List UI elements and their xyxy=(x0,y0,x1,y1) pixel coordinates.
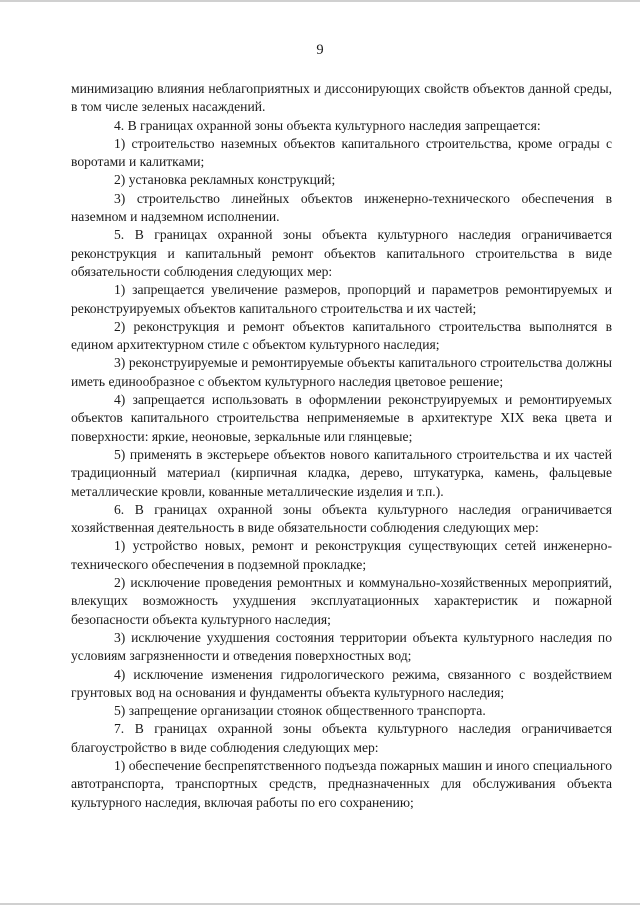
section-5-item-2: 2) реконструкция и ремонт объектов капитального строительства выполнятся в едином архитектурном стиле с объектом культурного наследия; xyxy=(71,318,612,353)
section-6-item-2: 2) исключение проведения ремонтных и коммунально-хозяйственных мероприятий, влекущих возможность ухудшения эксплуатационных характеристик и пожарной безопасности объекта культурного наследия; xyxy=(71,575,612,627)
section-5-item-3: 3) реконструируемые и ремонтируемые объекты капитального строительства должны иметь единообразное с объектом культурного наследия цветовое решение; xyxy=(71,355,612,389)
page-number: 9 xyxy=(316,42,324,58)
section-6-item-4: 4) исключение изменения гидрологического режима, связанного с воздействием грунтовых вод на основания и фундаменты объекта культурного наследия; xyxy=(71,666,612,700)
section-7-item-1: 1) обеспечение беспрепятственного подъезда пожарных машин и иного специального автотранспорта, транспортных средств, предназначенных для обслуживания объекта культурного наследия, включая работы по его сохранению; xyxy=(71,757,612,810)
paragraph-continuation: минимизацию влияния неблагоприятных и диссонирующих свойств объектов данной среды, в том числе зеленых насаждений. xyxy=(71,81,612,115)
section-5-item-1: 1) запрещается увеличение размеров, пропорций и параметров ремонтируемых и реконструируемых объектов капитального строительства и их частей; xyxy=(71,282,612,316)
section-6-item-1: 1) устройство новых, ремонт и реконструкция существующих сетей инженерно-технического обеспечения в подземной прокладке; xyxy=(71,538,612,572)
section-6-heading: 6. В границах охранной зоны объекта культурного наследия ограничивается хозяйственная деятельность в виде обязательности соблюдения следующих мер: xyxy=(71,501,612,536)
section-6-item-3: 3) исключение ухудшения состояния территории объекта культурного наследия по условиям загрязненности и отведения поверхностных вод; xyxy=(71,629,612,664)
section-4-item-2: 2) установка рекламных конструкций; xyxy=(114,172,336,188)
document-body xyxy=(71,80,612,812)
section-4-item-3: 3) строительство линейных объектов инженерно-технического обеспечения в наземном и надземном исполнении. xyxy=(71,190,612,225)
section-7-heading: 7. В границах охранной зоны объекта культурного наследия ограничивается благоустройство в виде соблюдения следующих мер: xyxy=(71,721,612,755)
section-4-item-1: 1) строительство наземных объектов капитального строительства, кроме ограды с воротами и калитками; xyxy=(71,135,612,170)
section-5-heading: 5. В границах охранной зоны объекта культурного наследия ограничивается реконструкция и капитальный ремонт объектов капитального строительства в виде обязательности соблюдения следующих мер: xyxy=(71,227,612,279)
section-6-item-5: 5) запрещение организации стоянок общественного транспорта. xyxy=(114,703,486,719)
section-4-heading: 4. В границах охранной зоны объекта культурного наследия запрещается: xyxy=(114,117,541,133)
section-5-item-4: 4) запрещается использовать в оформлении реконструируемых и ремонтируемых объектов капитального строительства неприменяемые в архитектуре XIX века цвета и поверхности: яркие, неоновые, зеркальные или глянцевые; xyxy=(71,392,612,444)
section-5-item-5: 5) применять в экстерьере объектов нового капитального строительства и их частей традиционный материал (кирпичная кладка, дерево, штукатурка, камень, фальцевые металлические кровли, кованные металлические изделия и т.п.). xyxy=(71,446,612,499)
